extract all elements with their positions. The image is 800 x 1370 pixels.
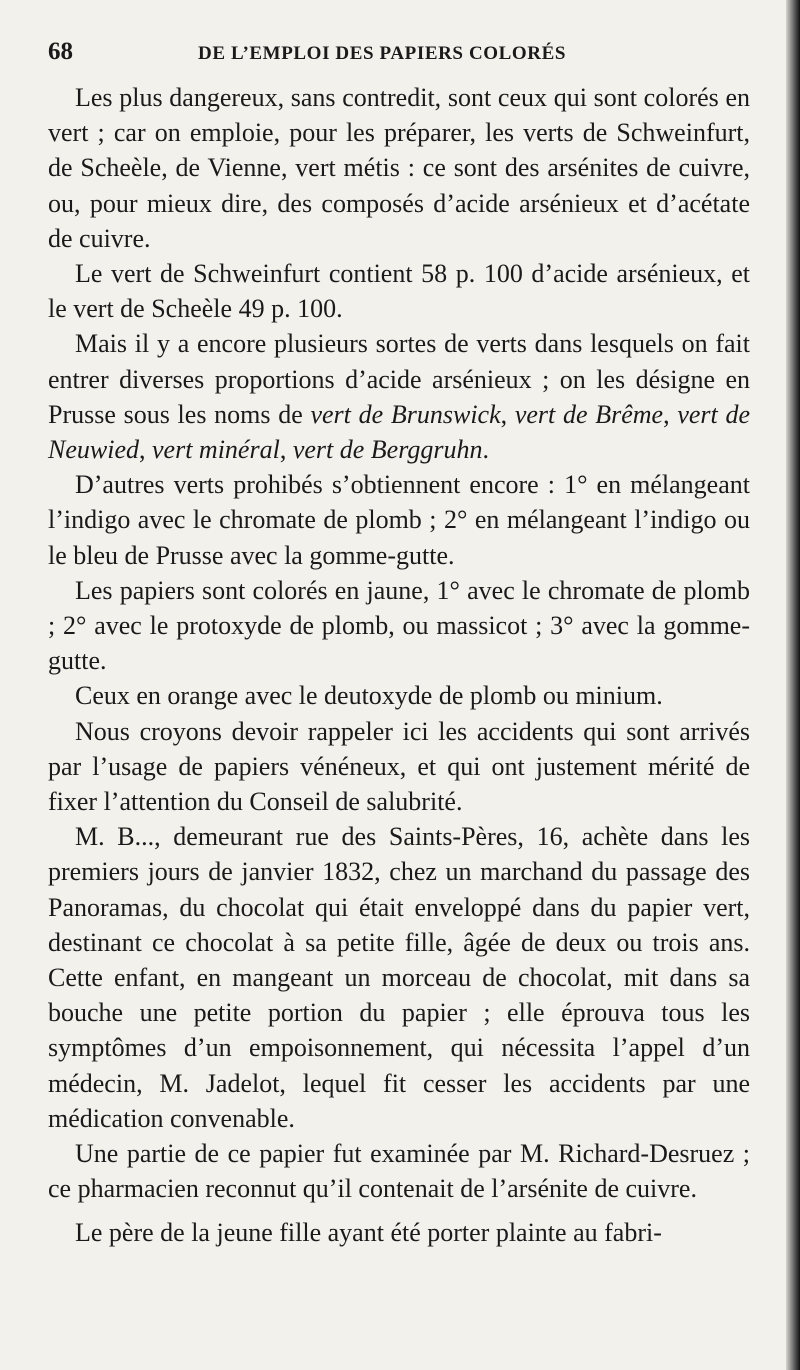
page-header — [48, 38, 750, 78]
italic-term: vert de Brunswick — [310, 399, 501, 429]
italic-term: vert minéral — [152, 435, 280, 465]
page-number: 68 — [48, 38, 73, 65]
paragraph-yellow-papers: Les papiers sont colorés en jaune, 1° avec le chromate de plomb ; 2° avec le protoxyde de plomb, ou massicot ; 3° avec la gomme-gutte. — [48, 575, 750, 676]
paragraph-case-mb: M. B..., demeurant rue des Saints-Pères, 16, achète dans les premiers jours de janvier 1832, chez un marchand du passage des Panoramas, du chocolat qui était enveloppé dans du papier vert, destinant ce chocolat à sa petite fille, âgée de deux ou trois ans. Cette enfant, en mangeant un morceau de chocolat, mit dans sa bouche une petite portion du papier ; elle éprouva tous les symptômes d’un empoisonnement, qui nécessita l’appel d’un médecin, M. Jadelot, lequel fit cesser les accidents par une médication convenable. — [48, 822, 750, 1133]
paragraph-green-papers: Les plus dangereux, sans contredit, sont ceux qui sont colorés en vert ; car on emploie, pour les préparer, les verts de Schweinfurt, de Scheèle, de Vienne, vert métis : ce sont des arsénites de cuivre, ou, pour mieux dire, des composés d’acide arsénieux et d’acétate de cuivre. — [48, 83, 750, 253]
paragraph-text: Mais il y a encore plusieurs sortes de verts dans lesquels on fait entrer diverses proportions d’acide arsénieux ; on les désigne en Prusse sous les noms de — [48, 329, 750, 429]
paragraph-examination: Une partie de ce papier fut examinée par M. Richard-Desruez ; ce pharmacien reconnut qu’il contenait de l’arsénite de cuivre. — [48, 1139, 750, 1204]
body-text — [48, 80, 750, 1250]
paragraph-accidents: Nous croyons devoir rappeler ici les accidents qui sont arrivés par l’usage de papiers vénéneux, et qui ont justement mérité de fixer l’attention du Conseil de salubrité. — [48, 716, 750, 817]
paragraph-prohibited-greens: D’autres verts prohibés s’obtiennent encore : 1° en mélangeant l’indigo avec le chromate de plomb ; 2° en mélangeant l’indigo ou le bleu de Prusse avec la gomme-gutte. — [48, 470, 750, 570]
italic-term: vert de Berggruhn — [292, 435, 483, 465]
paragraph-schweinfurt: Le vert de Schweinfurt contient 58 p. 100 d’acide arsénieux, et le vert de Scheèle 49 p. 100. — [48, 259, 750, 324]
paragraph-prussian-greens: Mais il y a encore plusieurs sortes de verts dans lesquels on fait entrer diverses proportions d’acide arsénieux ; on les désigne en Prusse sous les noms de vert de Brunswick, vert de Brême, vert de Neuwied, vert minéral, vert de Berggruhn. — [48, 329, 750, 465]
paragraph-complaint: Le père de la jeune fille ayant été porter plainte au fabri- — [75, 1217, 662, 1247]
paragraph-orange-papers: Ceux en orange avec le deutoxyde de plomb ou minium. — [75, 681, 663, 711]
italic-term: vert de Brême — [514, 399, 664, 429]
italic-term: vert de Neuwied — [48, 399, 750, 465]
book-spine-shadow — [786, 0, 800, 1370]
running-head: DE L’EMPLOI DES PAPIERS COLORÉS — [198, 43, 567, 64]
